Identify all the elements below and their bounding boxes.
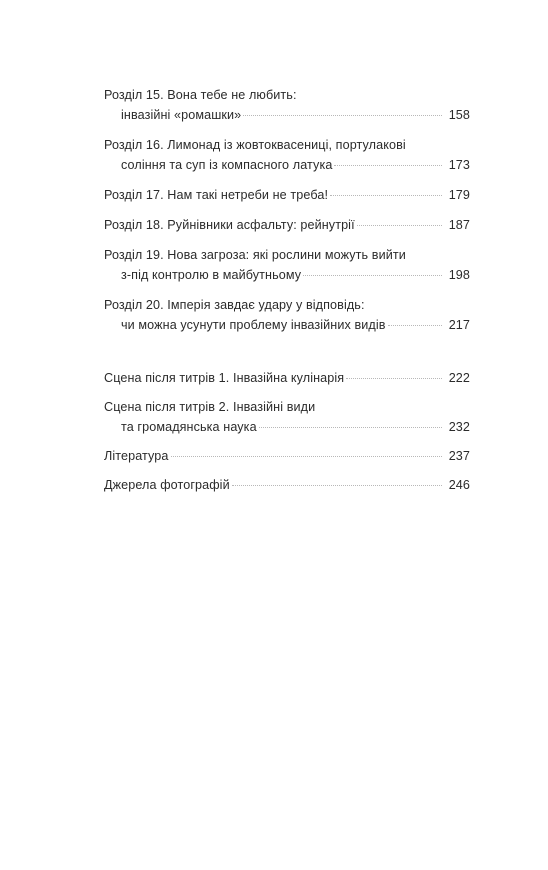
toc-entry-chapter-20[interactable] xyxy=(104,295,470,335)
toc-entry-title: Джерела фотографій xyxy=(104,478,230,492)
toc-entry-title-continued: з-під контролю в майбутньому xyxy=(121,268,302,282)
toc-entry-chapter-17[interactable] xyxy=(104,185,470,205)
dot-leader xyxy=(346,378,442,379)
page-number: 187 xyxy=(448,218,470,232)
dot-leader xyxy=(334,165,442,166)
toc-entry-title: Розділ 15. Вона тебе не любить: xyxy=(104,88,297,102)
toc-entry-title: Сцена після титрів 2. Інвазійні види xyxy=(104,400,316,414)
toc-entry-chapter-16[interactable] xyxy=(104,135,470,175)
toc-entry-post-credits-1[interactable] xyxy=(104,368,470,388)
page-number: 237 xyxy=(448,449,470,463)
toc-entry-title-continued: чи можна усунути проблему інвазійних видів xyxy=(121,318,386,332)
toc-entry-chapter-19[interactable] xyxy=(104,245,470,285)
toc-entry-photo-sources[interactable] xyxy=(104,475,470,495)
dot-leader xyxy=(243,115,442,116)
dot-leader xyxy=(303,275,442,276)
toc-entry-title: Розділ 17. Нам такі нетреби не треба! xyxy=(104,188,329,202)
toc-entry-title: Розділ 19. Нова загроза: які рослини можуть вийти xyxy=(104,248,406,262)
dot-leader xyxy=(357,225,442,226)
page-number: 179 xyxy=(448,188,470,202)
page-number: 217 xyxy=(448,318,470,332)
dot-leader xyxy=(259,427,442,428)
toc-entry-title-continued: інвазійні «ромашки» xyxy=(121,108,242,122)
dot-leader xyxy=(171,456,443,457)
toc-entry-title: Література xyxy=(104,449,169,463)
dot-leader xyxy=(232,485,442,486)
dot-leader xyxy=(330,195,442,196)
dot-leader xyxy=(388,325,442,326)
toc-entry-title: Сцена після титрів 1. Інвазійна кулінарія xyxy=(104,371,345,385)
toc-entry-chapter-18[interactable] xyxy=(104,215,470,235)
toc-entry-title: Розділ 18. Руйнівники асфальту: рейнутрії xyxy=(104,218,355,232)
toc-entry-chapter-15[interactable] xyxy=(104,85,470,125)
toc-entry-post-credits-2[interactable] xyxy=(104,397,470,437)
page-number: 198 xyxy=(448,268,470,282)
page-number: 246 xyxy=(448,478,470,492)
toc-entry-title-continued: та громадянська наука xyxy=(121,420,257,434)
toc-entry-literature[interactable] xyxy=(104,446,470,466)
page-number: 232 xyxy=(448,420,470,434)
toc-entry-title: Розділ 20. Імперія завдає удару у відповідь: xyxy=(104,298,365,312)
page-number: 173 xyxy=(448,158,470,172)
toc-entry-title: Розділ 16. Лимонад із жовтоквасениці, портулакові xyxy=(104,138,406,152)
table-of-contents xyxy=(104,85,470,495)
page-number: 158 xyxy=(448,108,470,122)
page-number: 222 xyxy=(448,371,470,385)
toc-entry-title-continued: соління та суп із компасного латука xyxy=(121,158,333,172)
